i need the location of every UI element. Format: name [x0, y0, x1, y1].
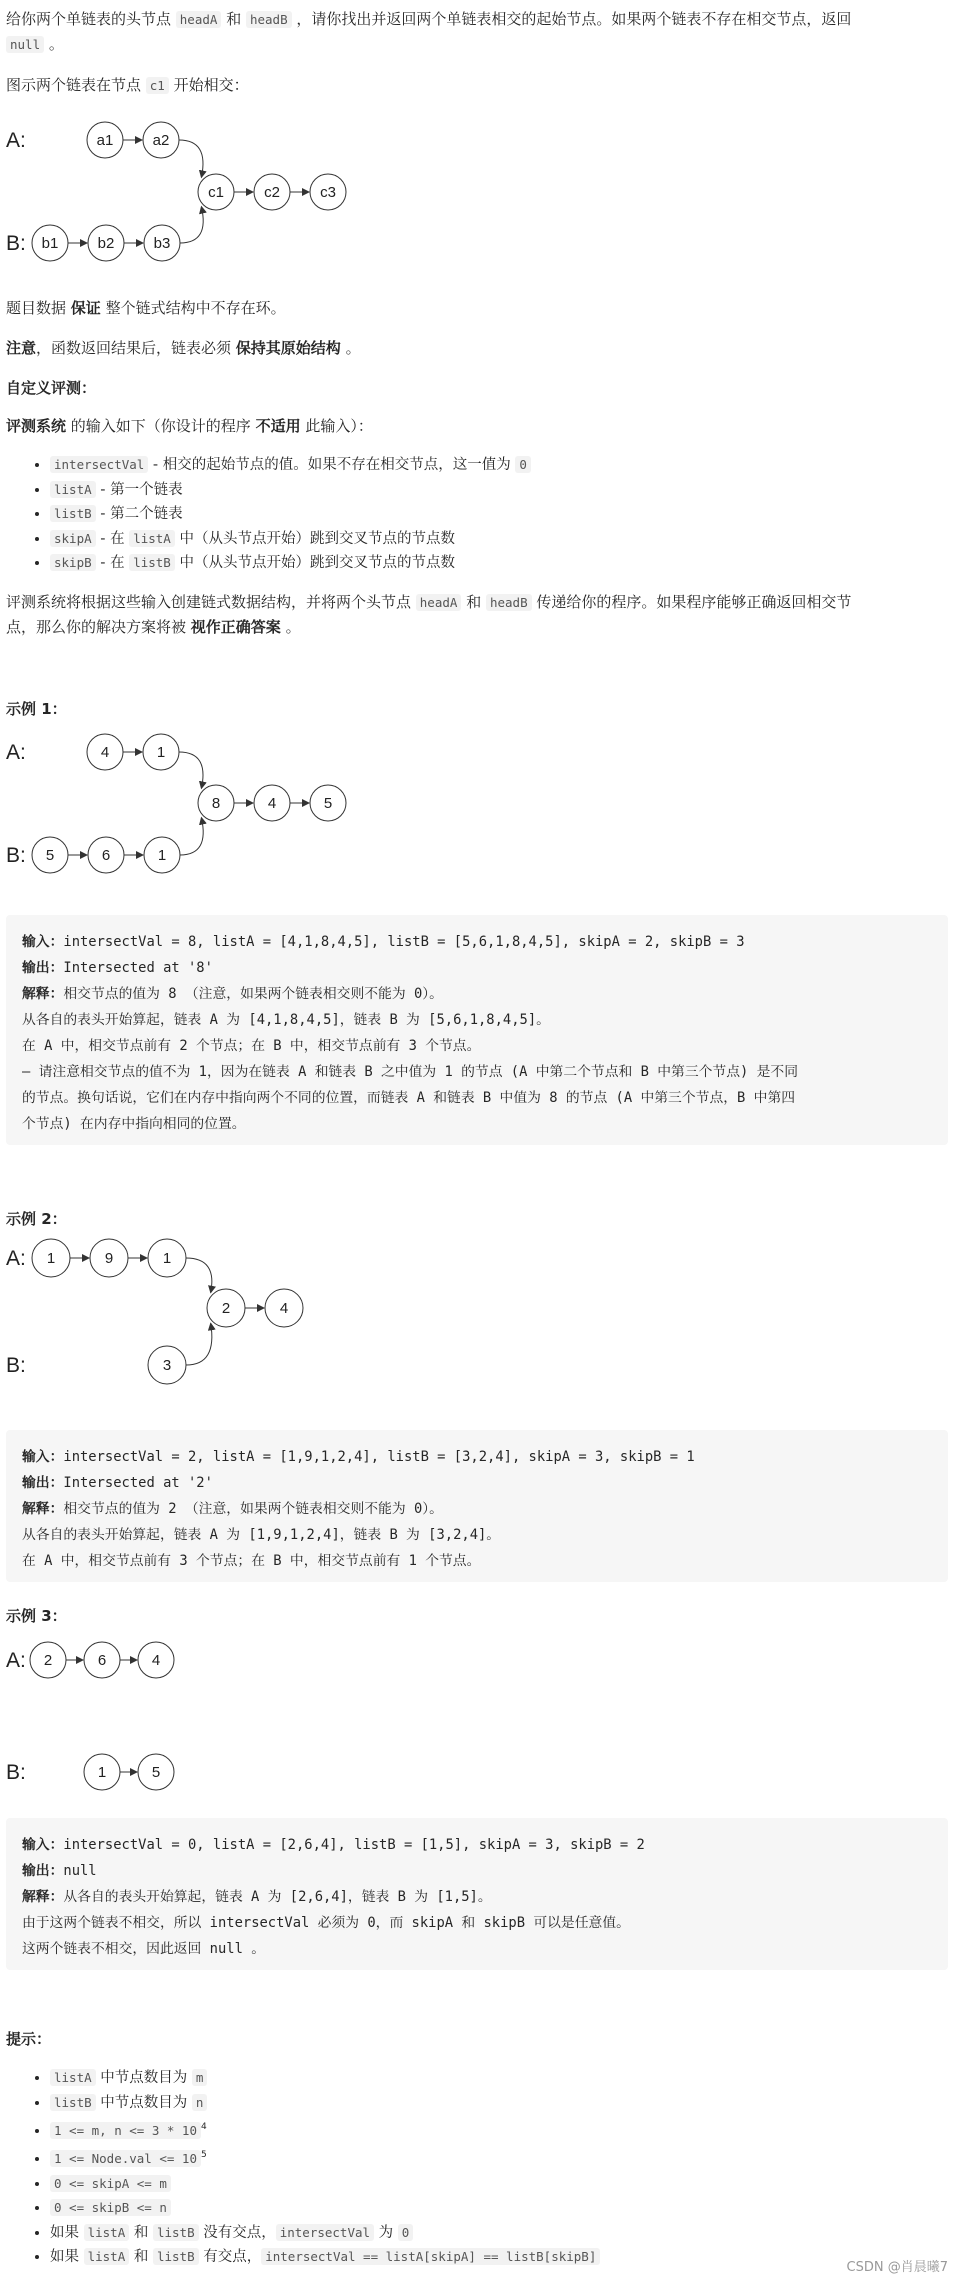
- arrow: [180, 207, 203, 243]
- list-node: [254, 785, 290, 821]
- node-label: 5: [151, 1764, 161, 1781]
- input-value: intersectVal = 0, listA = [2,6,4], listB = [1,5], skipA = 3, skipB = 2: [63, 1837, 645, 1853]
- example-2-title: 示例 2：: [6, 1210, 67, 1228]
- example-3-output: [22, 1859, 97, 1879]
- hint-code: n: [192, 2094, 208, 2111]
- node-label: b3: [153, 235, 171, 252]
- item-text: 中（从头节点开始）跳到交叉节点的节点数: [174, 530, 455, 547]
- node-label: 3: [162, 1357, 172, 1374]
- code-c1: c1: [146, 77, 169, 94]
- list-node: [138, 1642, 174, 1678]
- example-1-input: [22, 930, 745, 950]
- hint-code: 0: [398, 2224, 414, 2241]
- input-label: 输入：: [22, 1837, 64, 1853]
- intro-text: 。: [44, 35, 64, 53]
- hint-text: 中节点数目为: [95, 2070, 192, 2086]
- hint-text: 有交点，: [198, 2249, 262, 2266]
- desc-text: 传递给你的程序。如果程序能够正确返回相交节: [531, 593, 852, 611]
- explain-line: 从各自的表头开始算起，链表 A 为 [4,1,8,4,5]，链表 B 为 [5,6,1,8,4,5]。: [22, 1012, 550, 1028]
- explain-label: 解释：: [22, 1501, 64, 1517]
- output-label: 输出：: [22, 1475, 64, 1491]
- explain-line: 由于这两个链表不相交，所以 intersectVal 必须为 0，而 skipA 和 skipB 可以是任意值。: [22, 1915, 630, 1931]
- item-code: 0: [515, 456, 531, 473]
- caption-text: 图示两个链表在节点: [6, 76, 146, 94]
- desc-text: 评测系统将根据这些输入创建链式数据结构，并将两个头节点: [6, 593, 416, 611]
- explain-line: 相交节点的值为 8 （注意，如果两个链表相交则不能为 0）。: [63, 986, 443, 1002]
- watermark: CSDN @肖晨曦7: [846, 2260, 948, 2275]
- intro-text: 给你两个单链表的头节点: [6, 10, 176, 28]
- hint-item: [50, 2066, 600, 2091]
- list-node: [90, 1239, 128, 1277]
- intro-line-1: [6, 8, 851, 31]
- node-label: a1: [96, 132, 114, 149]
- system-desc-line-1: [6, 591, 851, 614]
- hint-item: [50, 2143, 600, 2171]
- list-label: B:: [6, 232, 26, 255]
- node-label: 5: [323, 795, 333, 812]
- list-node: [265, 1289, 303, 1327]
- example-2-codebox: [6, 1430, 948, 1582]
- example-2-input: [22, 1445, 695, 1465]
- hint-item: [50, 2115, 600, 2143]
- list-item: [50, 478, 531, 503]
- intro-text: ，请你找出并返回两个单链表相交的起始节点。如果两个链表不存在相交节点，返回: [291, 10, 852, 28]
- note-bold: 保证: [70, 299, 101, 317]
- example-3-input: [22, 1833, 645, 1853]
- caption-text: 开始相交：: [168, 76, 249, 94]
- intersection-diagram: [0, 110, 560, 290]
- list-label: A:: [6, 1247, 26, 1270]
- item-text: - 在: [95, 530, 130, 547]
- list-node: [310, 174, 346, 210]
- list-item: [50, 551, 531, 576]
- arrow: [186, 1258, 212, 1293]
- list-node: [84, 1642, 120, 1678]
- item-code: skipB: [50, 554, 96, 571]
- hints-list: [30, 2066, 600, 2270]
- list-node: [138, 1754, 174, 1790]
- node-label: b1: [41, 235, 59, 252]
- list-node: [198, 174, 234, 210]
- output-value: Intersected at '2': [63, 1475, 213, 1491]
- explain-line: 相交节点的值为 2 （注意，如果两个链表相交则不能为 0）。: [63, 1501, 443, 1517]
- list-node: [30, 1642, 66, 1678]
- list-node: [144, 837, 180, 873]
- list-node: [32, 1239, 70, 1277]
- item-code: listB: [129, 554, 175, 571]
- node-label: 1: [157, 847, 167, 864]
- node-label: 4: [100, 744, 110, 761]
- hint-code: intersectVal == listA[skipA] == listB[skipB]: [261, 2248, 600, 2265]
- no-cycle-note: [6, 297, 286, 319]
- node-label: 5: [45, 847, 55, 864]
- note-bold: 注意: [6, 339, 37, 357]
- list-node: [198, 785, 234, 821]
- explain-label: 解释：: [22, 1889, 64, 1905]
- example-2-output: [22, 1471, 213, 1491]
- hint-code: listA: [84, 2224, 130, 2241]
- node-label: 6: [97, 1652, 107, 1669]
- node-label: 6: [101, 847, 111, 864]
- list-label: B:: [6, 1761, 26, 1784]
- arrow: [179, 752, 203, 788]
- list-node: [144, 225, 180, 261]
- code-null: null: [6, 36, 44, 53]
- hint-text: 如果: [50, 2224, 84, 2241]
- list-label: A:: [6, 1649, 26, 1672]
- example-1-diagram: [0, 730, 560, 905]
- explain-line: 的节点。换句话说，它们在内存中指向两个不同的位置，而链表 A 和链表 B 中值为 8 的节点 (A 中第三个节点，B 中第四: [22, 1090, 796, 1106]
- list-label: A:: [6, 129, 26, 152]
- list-node: [32, 837, 68, 873]
- node-label: 9: [104, 1250, 114, 1267]
- explain-line: 这两个链表不相交，因此返回 null 。: [22, 1941, 265, 1957]
- input-value: intersectVal = 2, listA = [1,9,1,2,4], listB = [3,2,4], skipA = 3, skipB = 1: [63, 1449, 695, 1465]
- example-1-explain: [22, 982, 443, 1002]
- hint-text: 中节点数目为: [95, 2094, 192, 2111]
- item-code: listA: [50, 481, 96, 498]
- item-text: - 相交的起始节点的值。如果不存在相交节点，这一值为: [148, 457, 516, 473]
- hint-text: 没有交点，: [198, 2224, 276, 2241]
- list-node: [88, 837, 124, 873]
- item-code: listA: [129, 530, 175, 547]
- node-label: 2: [43, 1652, 53, 1669]
- list-label: B:: [6, 1354, 26, 1377]
- list-item: [50, 502, 531, 527]
- item-text: - 第一个链表: [95, 481, 183, 498]
- item-code: skipA: [50, 530, 96, 547]
- node-label: c2: [264, 184, 280, 201]
- list-node: [310, 785, 346, 821]
- hint-exponent: 5: [201, 2150, 207, 2161]
- node-label: c3: [320, 184, 336, 201]
- intro-text: 和: [221, 10, 246, 28]
- node-label: 1: [97, 1764, 107, 1781]
- note-text: 题目数据: [6, 299, 71, 317]
- list-label: B:: [6, 844, 26, 867]
- hint-text: 和: [129, 2224, 153, 2241]
- node-label: 1: [46, 1250, 56, 1267]
- explain-label: 解释：: [22, 986, 64, 1002]
- hint-code: listB: [50, 2094, 96, 2111]
- code-headB: headB: [486, 594, 532, 611]
- hint-code: m: [192, 2069, 208, 2086]
- hint-text: 和: [129, 2249, 153, 2266]
- example-2-explain: [22, 1497, 443, 1517]
- explain-line: 在 A 中，相交节点前有 2 个节点；在 B 中，相交节点前有 3 个节点。: [22, 1038, 481, 1054]
- example-2-diagram: [0, 1238, 560, 1418]
- example-3-explain: [22, 1885, 492, 1905]
- list-node: [88, 225, 124, 261]
- desc-bold: 视作正确答案: [190, 618, 281, 636]
- hint-code: 1 <= Node.val <= 10: [50, 2150, 201, 2167]
- list-node: [207, 1289, 245, 1327]
- node-label: 4: [151, 1652, 161, 1669]
- note-bold: 不适用: [255, 417, 301, 435]
- list-item: [50, 453, 531, 478]
- explain-line: 个节点) 在内存中指向相同的位置。: [22, 1116, 246, 1132]
- note-text: 此输入）：: [300, 417, 373, 435]
- explain-line: — 请注意相交节点的值不为 1，因为在链表 A 和链表 B 之中值为 1 的节点 (A 中第二个节点和 B 中第三个节点) 是不同: [22, 1064, 799, 1080]
- hint-code: listB: [153, 2248, 199, 2265]
- list-node: [84, 1754, 120, 1790]
- explain-line: 从各自的表头开始算起，链表 A 为 [1,9,1,2,4]，链表 B 为 [3,2,4]。: [22, 1527, 501, 1543]
- note-text: ，函数返回结果后，链表必须: [36, 339, 236, 357]
- hints-title: 提示：: [6, 2030, 52, 2048]
- example-1-title: 示例 1：: [6, 700, 67, 718]
- figure-caption: [6, 74, 249, 97]
- inputs-list: [30, 453, 531, 576]
- list-node: [143, 734, 179, 770]
- input-label: 输入：: [22, 934, 64, 950]
- intro-line-2: [6, 33, 64, 56]
- hint-code: listB: [153, 2224, 199, 2241]
- code-headB: headB: [246, 11, 292, 28]
- node-label: a2: [152, 132, 170, 149]
- hint-item: [50, 2245, 600, 2270]
- item-text: - 在: [95, 555, 130, 571]
- hint-item: [50, 2091, 600, 2116]
- node-label: 4: [267, 795, 277, 812]
- note-text: 的输入如下（你设计的程序: [66, 417, 256, 435]
- code-headA: headA: [416, 594, 462, 611]
- list-node: [87, 122, 123, 158]
- output-value: null: [63, 1863, 97, 1879]
- list-node: [87, 734, 123, 770]
- example-1-output: [22, 956, 213, 976]
- hint-text: 为: [374, 2224, 398, 2241]
- code-headA: headA: [176, 11, 222, 28]
- example-3-codebox: [6, 1818, 948, 1970]
- hint-code: listA: [84, 2248, 130, 2265]
- note-bold: 保持其原始结构: [235, 339, 341, 357]
- list-node: [254, 174, 290, 210]
- judge-system-line: [6, 415, 373, 437]
- node-label: 4: [279, 1300, 289, 1317]
- hint-exponent: 4: [201, 2122, 207, 2132]
- output-value: Intersected at '8': [63, 960, 213, 976]
- list-node: [148, 1239, 186, 1277]
- hint-code: intersectVal: [276, 2224, 374, 2241]
- example-1-codebox: [6, 915, 948, 1145]
- node-label: c1: [208, 184, 224, 201]
- item-code: listB: [50, 505, 96, 522]
- arrow: [179, 140, 203, 177]
- hint-code: listA: [50, 2069, 96, 2086]
- output-label: 输出：: [22, 960, 64, 976]
- note-text: 。: [340, 339, 361, 357]
- attention-note: [6, 337, 361, 359]
- input-value: intersectVal = 8, listA = [4,1,8,4,5], listB = [5,6,1,8,4,5], skipA = 2, skipB = 3: [63, 934, 745, 950]
- hint-item: [50, 2196, 600, 2221]
- hint-item: [50, 2172, 600, 2197]
- desc-text: 点，那么你的解决方案将被: [6, 618, 191, 636]
- arrow: [186, 1323, 212, 1365]
- output-label: 输出：: [22, 1863, 64, 1879]
- hint-item: [50, 2221, 600, 2246]
- node-label: b2: [97, 235, 115, 252]
- note-bold: 评测系统: [6, 417, 67, 435]
- input-label: 输入：: [22, 1449, 64, 1465]
- hint-code: 0 <= skipA <= m: [50, 2175, 171, 2192]
- hint-code: 1 <= m, n <= 3 * 10: [50, 2122, 201, 2139]
- custom-judge-title: 自定义评测：: [6, 379, 97, 397]
- item-text: 中（从头节点开始）跳到交叉节点的节点数: [174, 555, 455, 571]
- system-desc-line-2: [6, 616, 301, 638]
- node-label: 1: [162, 1250, 172, 1267]
- node-label: 8: [211, 795, 221, 812]
- desc-text: 和: [461, 593, 486, 611]
- list-label: A:: [6, 741, 26, 764]
- example-3-diagram: [0, 1640, 560, 1815]
- example-3-title: 示例 3：: [6, 1607, 67, 1625]
- arrow: [180, 818, 203, 855]
- hint-text: 如果: [50, 2249, 84, 2266]
- node-label: 2: [221, 1300, 231, 1317]
- explain-line: 从各自的表头开始算起，链表 A 为 [2,6,4]，链表 B 为 [1,5]。: [63, 1889, 492, 1905]
- list-node: [32, 225, 68, 261]
- item-text: - 第二个链表: [95, 506, 183, 522]
- hint-code: 0 <= skipB <= n: [50, 2199, 171, 2216]
- explain-line: 在 A 中，相交节点前有 3 个节点；在 B 中，相交节点前有 1 个节点。: [22, 1553, 481, 1569]
- list-item: [50, 527, 531, 552]
- desc-text: 。: [280, 618, 301, 636]
- item-code: intersectVal: [50, 456, 148, 473]
- list-node: [148, 1346, 186, 1384]
- note-text: 整个链式结构中不存在环。: [100, 299, 286, 317]
- list-node: [143, 122, 179, 158]
- node-label: 1: [156, 744, 166, 761]
